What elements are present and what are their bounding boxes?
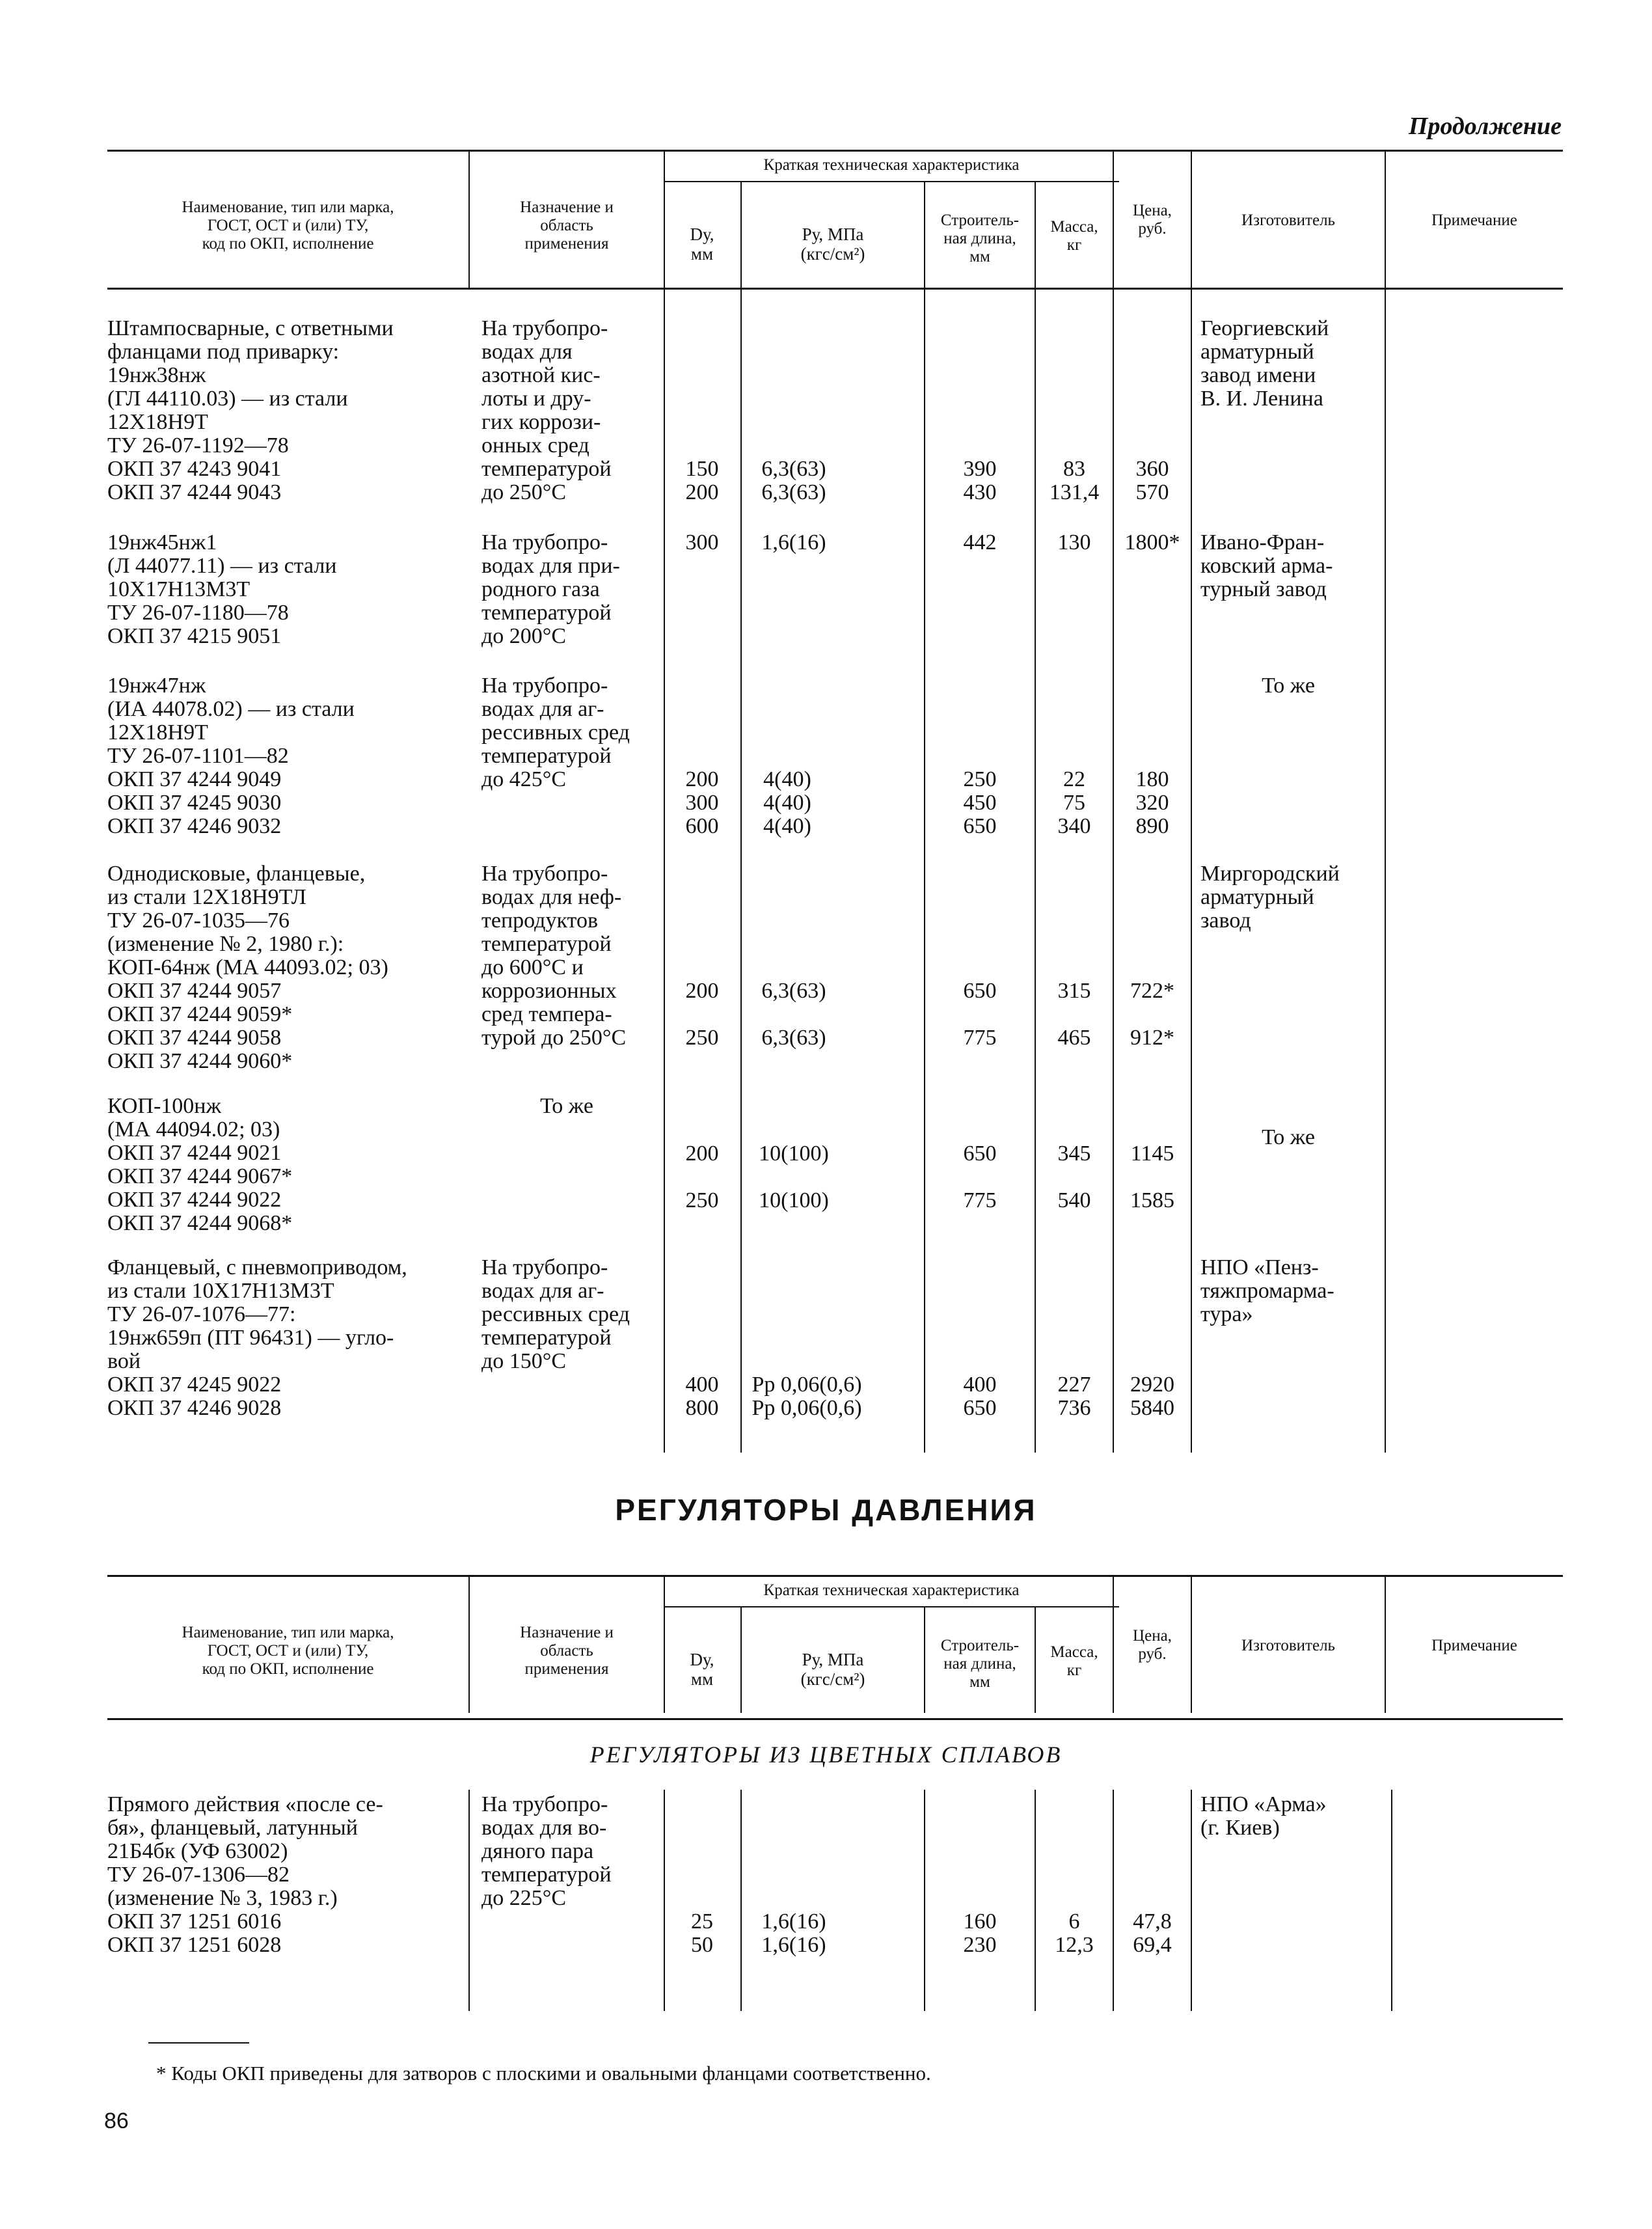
row-4-py-2: 6,3(63) [761,1026,826,1050]
row-1-name: Штампосварные, с ответными фланцами под приварку: 19нж38нж (ГЛ 44110.03) — из стали 12Х18Н9Т ТУ 26-07-1192—78 ОКП 37 4243 9041 ОКП 37 4244 9043 [107,316,394,504]
header-brief: Краткая техническая характеристика [763,1581,1020,1599]
row-5-py-1: 10(100) [759,1142,829,1166]
row-1-py: 6,3(63) 6,3(63) [761,457,826,504]
header-price: Цена, руб. [1133,1627,1172,1663]
row-6-dy: 400 800 [685,1373,719,1420]
header-brief: Краткая техническая характеристика [763,156,1020,174]
vline [664,1790,665,2011]
footnote: * Коды ОКП приведены для затворов с плоскими и овальными фланцами соответственно. [156,2062,931,2085]
table-1-header-rule [107,288,1563,290]
header-py: Pу, МПа (кгс/см²) [800,1650,865,1689]
row-4-price-1: 722* [1130,979,1174,1003]
header-purpose: Назначение и область применения [520,1624,614,1678]
vline [1191,151,1192,1453]
row-4-mass-1: 315 [1057,979,1091,1003]
t2-row-length: 160 230 [963,1909,997,1957]
row-3-py: 4(40) 4(40) 4(40) [763,767,811,838]
table-1-brief-rule [664,181,1119,182]
row-6-purpose: На трубопро- водах для аг- рессивных сред температурой до 150°С [481,1255,630,1373]
row-5-name: КОП-100нж (МА 44094.02; 03) ОКП 37 4244 9021 ОКП 37 4244 9067* ОКП 37 4244 9022 ОКП 37 4244 9068* [107,1094,293,1235]
table-2-top-rule [107,1575,1563,1577]
header-maker: Изготовитель [1241,212,1335,229]
row-4-name: Однодисковые, фланцевые, из стали 12Х18Н9ТЛ ТУ 26-07-1035—76 (изменение № 2, 1980 г.): КОП-64нж (МА 44093.02; 03) ОКП 37 4244 9057 ОКП 37 4244 9059* ОКП 37 4244 9058 ОКП 37 4244 9060* [107,862,388,1073]
continuation-label: Продолжение [1408,113,1562,140]
row-2-dy: 300 [685,530,719,554]
row-2-purpose: На трубопро- водах для при- родного газа температурой до 200°С [481,530,620,648]
row-4-py-1: 6,3(63) [761,979,826,1003]
row-6-py: Pр 0,06(0,6) Pр 0,06(0,6) [752,1373,862,1420]
row-5-mass-1: 345 [1057,1142,1091,1166]
row-1-length: 390 430 [963,457,997,504]
row-5-price-2: 1585 [1130,1188,1174,1212]
row-6-mass: 227 736 [1057,1373,1091,1420]
row-5-mass-2: 540 [1057,1188,1091,1212]
row-5-py-2: 10(100) [759,1188,829,1212]
header-name: Наименование, тип или марка, ГОСТ, ОСТ и (или) ТУ, код по ОКП, исполнение [182,1624,394,1678]
row-5-maker: То же [1262,1125,1315,1149]
row-5-length-1: 650 [963,1142,997,1166]
section-title: РЕГУЛЯТОРЫ ДАВЛЕНИЯ [615,1493,1037,1527]
row-5-dy-1: 200 [685,1142,719,1166]
header-name: Наименование, тип или марка, ГОСТ, ОСТ и (или) ТУ, код по ОКП, исполнение [182,198,394,253]
header-mass: Масса, кг [1050,218,1098,254]
row-4-dy-1: 200 [685,979,719,1003]
footnote-rule [148,2042,249,2044]
row-3-mass: 22 75 340 [1057,767,1091,838]
header-purpose: Назначение и область применения [520,198,614,253]
row-3-name: 19нж47нж (ИА 44078.02) — из стали 12Х18Н9Т ТУ 26-07-1101—82 ОКП 37 4244 9049 ОКП 37 4245 9030 ОКП 37 4246 9032 [107,674,355,838]
row-5-purpose: То же [540,1094,593,1118]
row-4-length-2: 775 [963,1026,997,1050]
t2-row-py: 1,6(16) 1,6(16) [761,1909,826,1957]
row-3-length: 250 450 650 [963,767,997,838]
table-2-header-rule [107,1718,1563,1720]
vline [1385,151,1386,1453]
row-4-purpose: На трубопро- водах для неф- тепродуктов температурой до 600°С и коррозионных сред темпера- турой до 250°С [481,862,627,1050]
row-1-mass: 83 131,4 [1049,457,1100,504]
t2-row-dy: 25 50 [691,1909,713,1957]
row-2-name: 19нж45нж1 (Л 44077.11) — из стали 10Х17Н13М3Т ТУ 26-07-1180—78 ОКП 37 4215 9051 [107,530,337,648]
row-1-purpose: На трубопро- водах для азотной кис- лоты и дру- гих коррози- онных сред температурой до 250°С [481,316,612,504]
header-price: Цена, руб. [1133,202,1172,238]
row-3-dy: 200 300 600 [685,767,719,838]
header-note: Примечание [1431,1637,1517,1654]
row-4-mass-2: 465 [1057,1026,1091,1050]
vline [1191,1790,1192,2011]
header-py: Pу, МПа (кгс/см²) [800,225,865,264]
header-dy: Dу, мм [690,1650,714,1689]
vline [468,1790,470,2011]
header-length: Строитель- ная длина, мм [940,1637,1020,1691]
vline [924,1790,925,2011]
vline [740,1790,742,2011]
vline [1113,1790,1114,2011]
row-5-length-2: 775 [963,1188,997,1212]
header-length: Строитель- ная длина, мм [940,212,1020,266]
header-note: Примечание [1431,212,1517,229]
vline [1391,1790,1392,2011]
row-2-price: 1800* [1124,530,1180,554]
row-6-maker: НПО «Пенз- тяжпромарма- тура» [1200,1255,1334,1326]
row-3-purpose: На трубопро- водах для аг- рессивных сред температурой до 425°С [481,674,630,791]
row-2-maker: Ивано-Фран- ковский арма- турный завод [1200,530,1333,601]
row-4-dy-2: 250 [685,1026,719,1050]
t2-row-purpose: На трубопро- водах для во- дяного пара температурой до 225°С [481,1792,612,1910]
row-6-price: 2920 5840 [1130,1373,1174,1420]
row-2-mass: 130 [1057,530,1091,554]
row-2-py: 1,6(16) [761,530,826,554]
header-dy: Dу, мм [690,225,714,264]
row-3-maker: То же [1262,674,1315,698]
table-2-brief-rule [664,1606,1119,1607]
row-5-price-1: 1145 [1130,1142,1174,1166]
header-mass: Масса, кг [1050,1643,1098,1679]
row-6-length: 400 650 [963,1373,997,1420]
row-4-price-2: 912* [1130,1026,1174,1050]
row-4-length-1: 650 [963,979,997,1003]
header-maker: Изготовитель [1241,1637,1335,1654]
subsection-title: РЕГУЛЯТОРЫ ИЗ ЦВЕТНЫХ СПЛАВОВ [589,1742,1063,1768]
t2-row-price: 47,8 69,4 [1133,1909,1172,1957]
page-number: 86 [104,2109,129,2133]
table-1-top-rule [107,150,1563,152]
row-2-length: 442 [963,530,997,554]
row-1-price: 360 570 [1135,457,1169,504]
row-3-price: 180 320 890 [1135,767,1169,838]
t2-row-name: Прямого действия «после се- бя», фланцевый, латунный 21Б4бк (УФ 63002) ТУ 26-07-1306—82 (изменение № 3, 1983 г.) ОКП 37 1251 6016 ОКП 37 1251 6028 [107,1792,383,1957]
row-6-name: Фланцевый, с пневмоприводом, из стали 10Х17Н13М3Т ТУ 26-07-1076—77: 19нж659п (ПТ 96431) — угло- вой ОКП 37 4245 9022 ОКП 37 4246 9028 [107,1255,407,1420]
t2-row-maker: НПО «Арма» (г. Киев) [1200,1792,1327,1840]
row-5-dy-2: 250 [685,1188,719,1212]
t2-row-mass: 6 12,3 [1055,1909,1094,1957]
row-4-maker: Миргородский арматурный завод [1200,862,1340,933]
row-1-maker: Георгиевский арматурный завод имени В. И. Ленина [1200,316,1329,411]
vline [1035,1790,1036,2011]
row-1-dy: 150 200 [685,457,719,504]
